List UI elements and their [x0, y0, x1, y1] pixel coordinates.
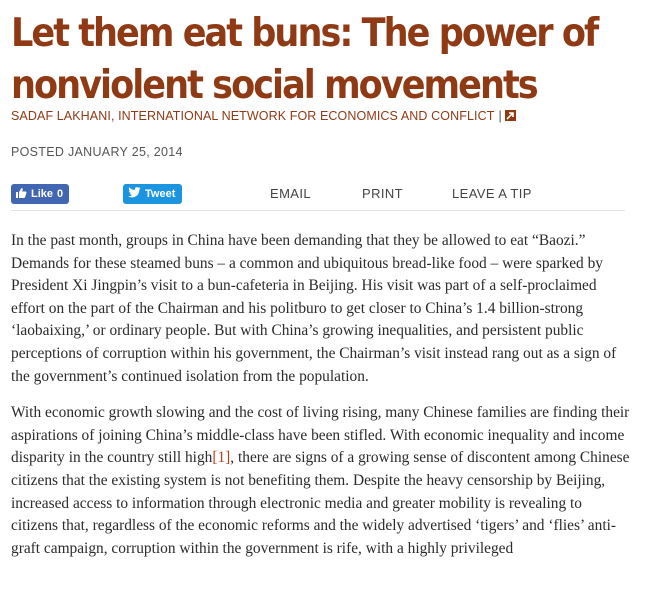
article-title: Let them eat buns: The power of nonviolent social movements — [11, 11, 598, 108]
twitter-bird-icon — [128, 187, 141, 201]
footnote-link[interactable]: [1] — [212, 449, 231, 467]
facebook-like-button[interactable] — [11, 184, 69, 204]
tweet-label: Tweet — [145, 188, 176, 200]
like-label: Like — [31, 188, 54, 200]
facebook-thumb-icon — [15, 187, 27, 202]
leave-a-tip-link[interactable]: LEAVE A TIP — [452, 186, 532, 201]
paragraph-text: , there are signs of a growing sense of discontent among Chinese citizens that the existing system is not benefiting them. Despite the heavy censorship by Beijing, increased access to information through electronic media and greater mobility is revealing to citizens that, regardless of the economic reforms and the widely advertised ‘tigers’ and ‘flies’ anti-graft campaign, corruption within the government is rife, with a highly privileged — [11, 449, 630, 557]
article-body — [11, 230, 631, 574]
print-link[interactable]: PRINT — [362, 186, 403, 201]
byline-separator: | — [498, 109, 502, 123]
author-link[interactable]: SADAF LAKHANI, INTERNATIONAL NETWORK FOR ECONOMICS AND CONFLICT — [11, 109, 495, 123]
tweet-button[interactable] — [123, 184, 182, 204]
paragraph — [11, 402, 631, 560]
paragraph-text: With economic growth slowing and the cost of living rising, many Chinese families are finding their aspirations of joining China’s middle-class have been stifled. With economic inequality and income disparity in the country still high — [11, 404, 630, 467]
posted-date: POSTED JANUARY 25, 2014 — [11, 145, 183, 159]
byline — [11, 109, 516, 123]
like-count: 0 — [57, 188, 64, 200]
external-link-icon[interactable] — [505, 110, 516, 121]
email-link[interactable]: EMAIL — [270, 186, 312, 201]
share-bar — [11, 176, 625, 211]
paragraph: In the past month, groups in China have been demanding that they be allowed to eat “Baozi.” Demands for these steamed buns – a common and ubiquitous bread-like food – were sparked by President Xi Jingpin’s visit to a bun-cafeteria in Beijing. His visit was part of a self-proclaimed effort on the part of the Chairman and his politburo to get closer to China’s 1.4 billion-strong ‘laobaixing,’ or ordinary people. But with China’s growing inequalities, and persistent public perceptions of corruption within his government, the Chairman’s visit instead rang out as a sign of the government’s continued isolation from the population. — [11, 232, 617, 385]
